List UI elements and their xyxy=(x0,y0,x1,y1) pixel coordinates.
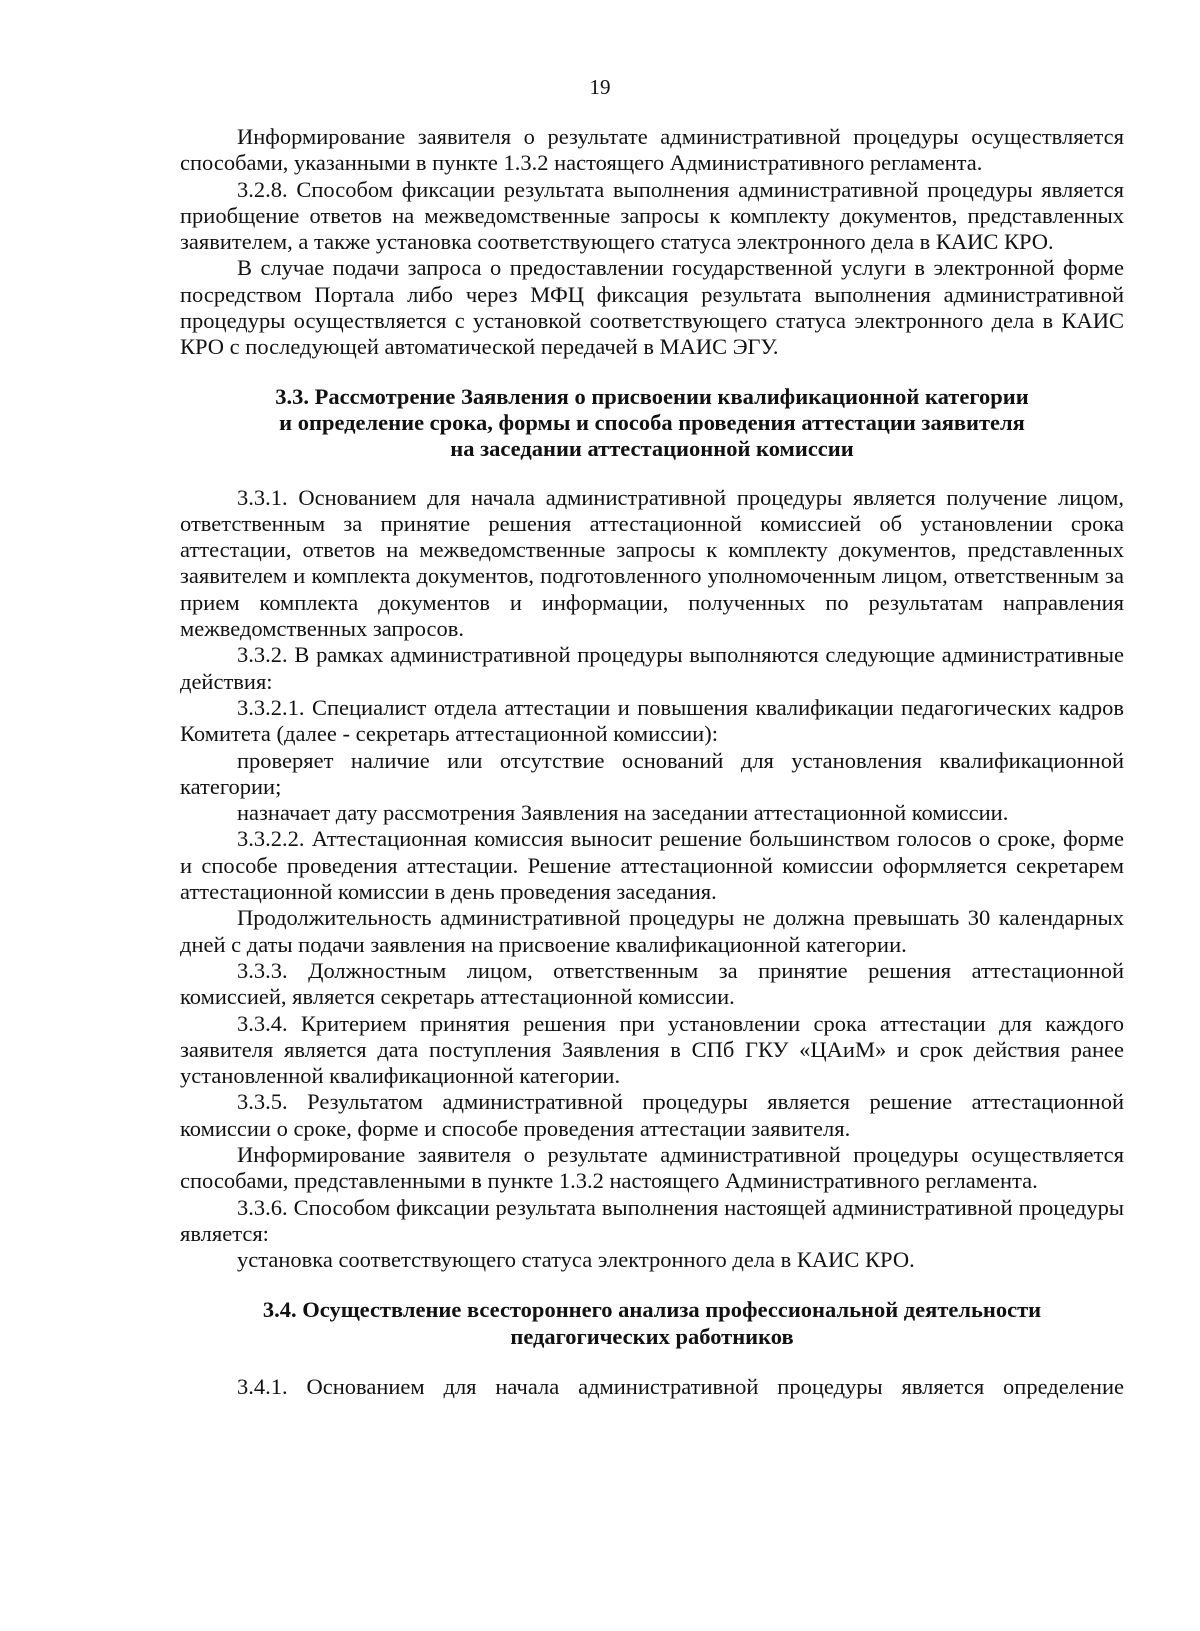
heading-line: 3.4. Осуществление всестороннего анализа профессиональной деятельности xyxy=(262,1297,1042,1323)
page-number: 19 xyxy=(589,75,611,99)
paragraph: Продолжительность административной процедуры не должна превышать 30 календарных дней с даты подачи заявления на присвоение квалификационной категории. xyxy=(180,905,1124,957)
heading-line: и определение срока, формы и способа проведения аттестации заявителя xyxy=(279,409,1025,435)
paragraph: 3.3.1. Основанием для начала административной процедуры является получение лицом, ответственным за принятие решения аттестационной комиссией об установлении срока аттестации, ответов на межведомственные запросы к комплекту документов, представленных заявителем и комплекта документов, подготовленного уполномоченным лицом, ответственным за прием комплекта документов и информации, полученных по результатам направления межведомственных запросов. xyxy=(180,484,1124,642)
paragraph: 3.2.8. Способом фиксации результата выполнения административной процедуры является приобщение ответов на межведомственные запросы к комплекту документов, представленных заявителем, а также установка соответствующего статуса электронного дела в КАИС КРО. xyxy=(180,176,1124,255)
paragraph: 3.3.2. В рамках административной процедуры выполняются следующие административные действия: xyxy=(180,642,1124,694)
document-body xyxy=(180,124,1124,1400)
paragraph: назначает дату рассмотрения Заявления на заседании аттестационной комиссии. xyxy=(237,800,1009,826)
heading-line: на заседании аттестационной комиссии xyxy=(450,436,854,462)
paragraph: 3.3.6. Способом фиксации результата выполнения настоящей административной процедуры является: xyxy=(180,1194,1124,1246)
paragraph: проверяет наличие или отсутствие оснований для установления квалификационной категории; xyxy=(180,747,1124,799)
paragraph: Информирование заявителя о результате административной процедуры осуществляется способами, представленными в пункте 1.3.2 настоящего Административного регламента. xyxy=(180,1141,1124,1194)
section-heading-3-4 xyxy=(180,1297,1124,1350)
heading-line: педагогических работников xyxy=(510,1323,794,1349)
paragraph: 3.3.4. Критерием принятия решения при установлении срока аттестации для каждого заявителя является дата поступления Заявления в СПб ГКУ «ЦАиМ» и срок действия ранее установленной квалификационной категории. xyxy=(180,1010,1124,1089)
paragraph: 3.3.3. Должностным лицом, ответственным за принятие решения аттестационной комиссией, является секретарь аттестационной комиссии. xyxy=(180,957,1124,1010)
paragraph: Информирование заявителя о результате административной процедуры осуществляется способами, указанными в пункте 1.3.2 настоящего Административного регламента. xyxy=(180,124,1124,176)
paragraph: 3.4.1. Основанием для начала административной процедуры является определение xyxy=(237,1374,1124,1400)
heading-line: 3.3. Рассмотрение Заявления о присвоении квалификационной категории xyxy=(275,383,1029,409)
paragraph: 3.3.2.1. Специалист отдела аттестации и повышения квалификации педагогических кадров Комитета (далее - секретарь аттестационной комиссии): xyxy=(180,694,1124,747)
paragraph: В случае подачи запроса о предоставлении государственной услуги в электронной форме посредством Портала либо через МФЦ фиксация результата выполнения административной процедуры осуществляется с установкой соответствующего статуса электронного дела в КАИС КРО с последующей автоматической передачей в МАИС ЭГУ. xyxy=(180,255,1124,360)
paragraph: 3.3.5. Результатом административной процедуры является решение аттестационной комиссии о сроке, форме и способе проведения аттестации заявителя. xyxy=(180,1089,1124,1141)
section-heading-3-3 xyxy=(180,384,1124,463)
paragraph: установка соответствующего статуса электронного дела в КАИС КРО. xyxy=(237,1247,915,1273)
paragraph: 3.3.2.2. Аттестационная комиссия выносит решение большинством голосов о сроке, форме и способе проведения аттестации. Решение аттестационной комиссии оформляется секретарем аттестационной комиссии в день проведения заседания. xyxy=(180,826,1124,905)
